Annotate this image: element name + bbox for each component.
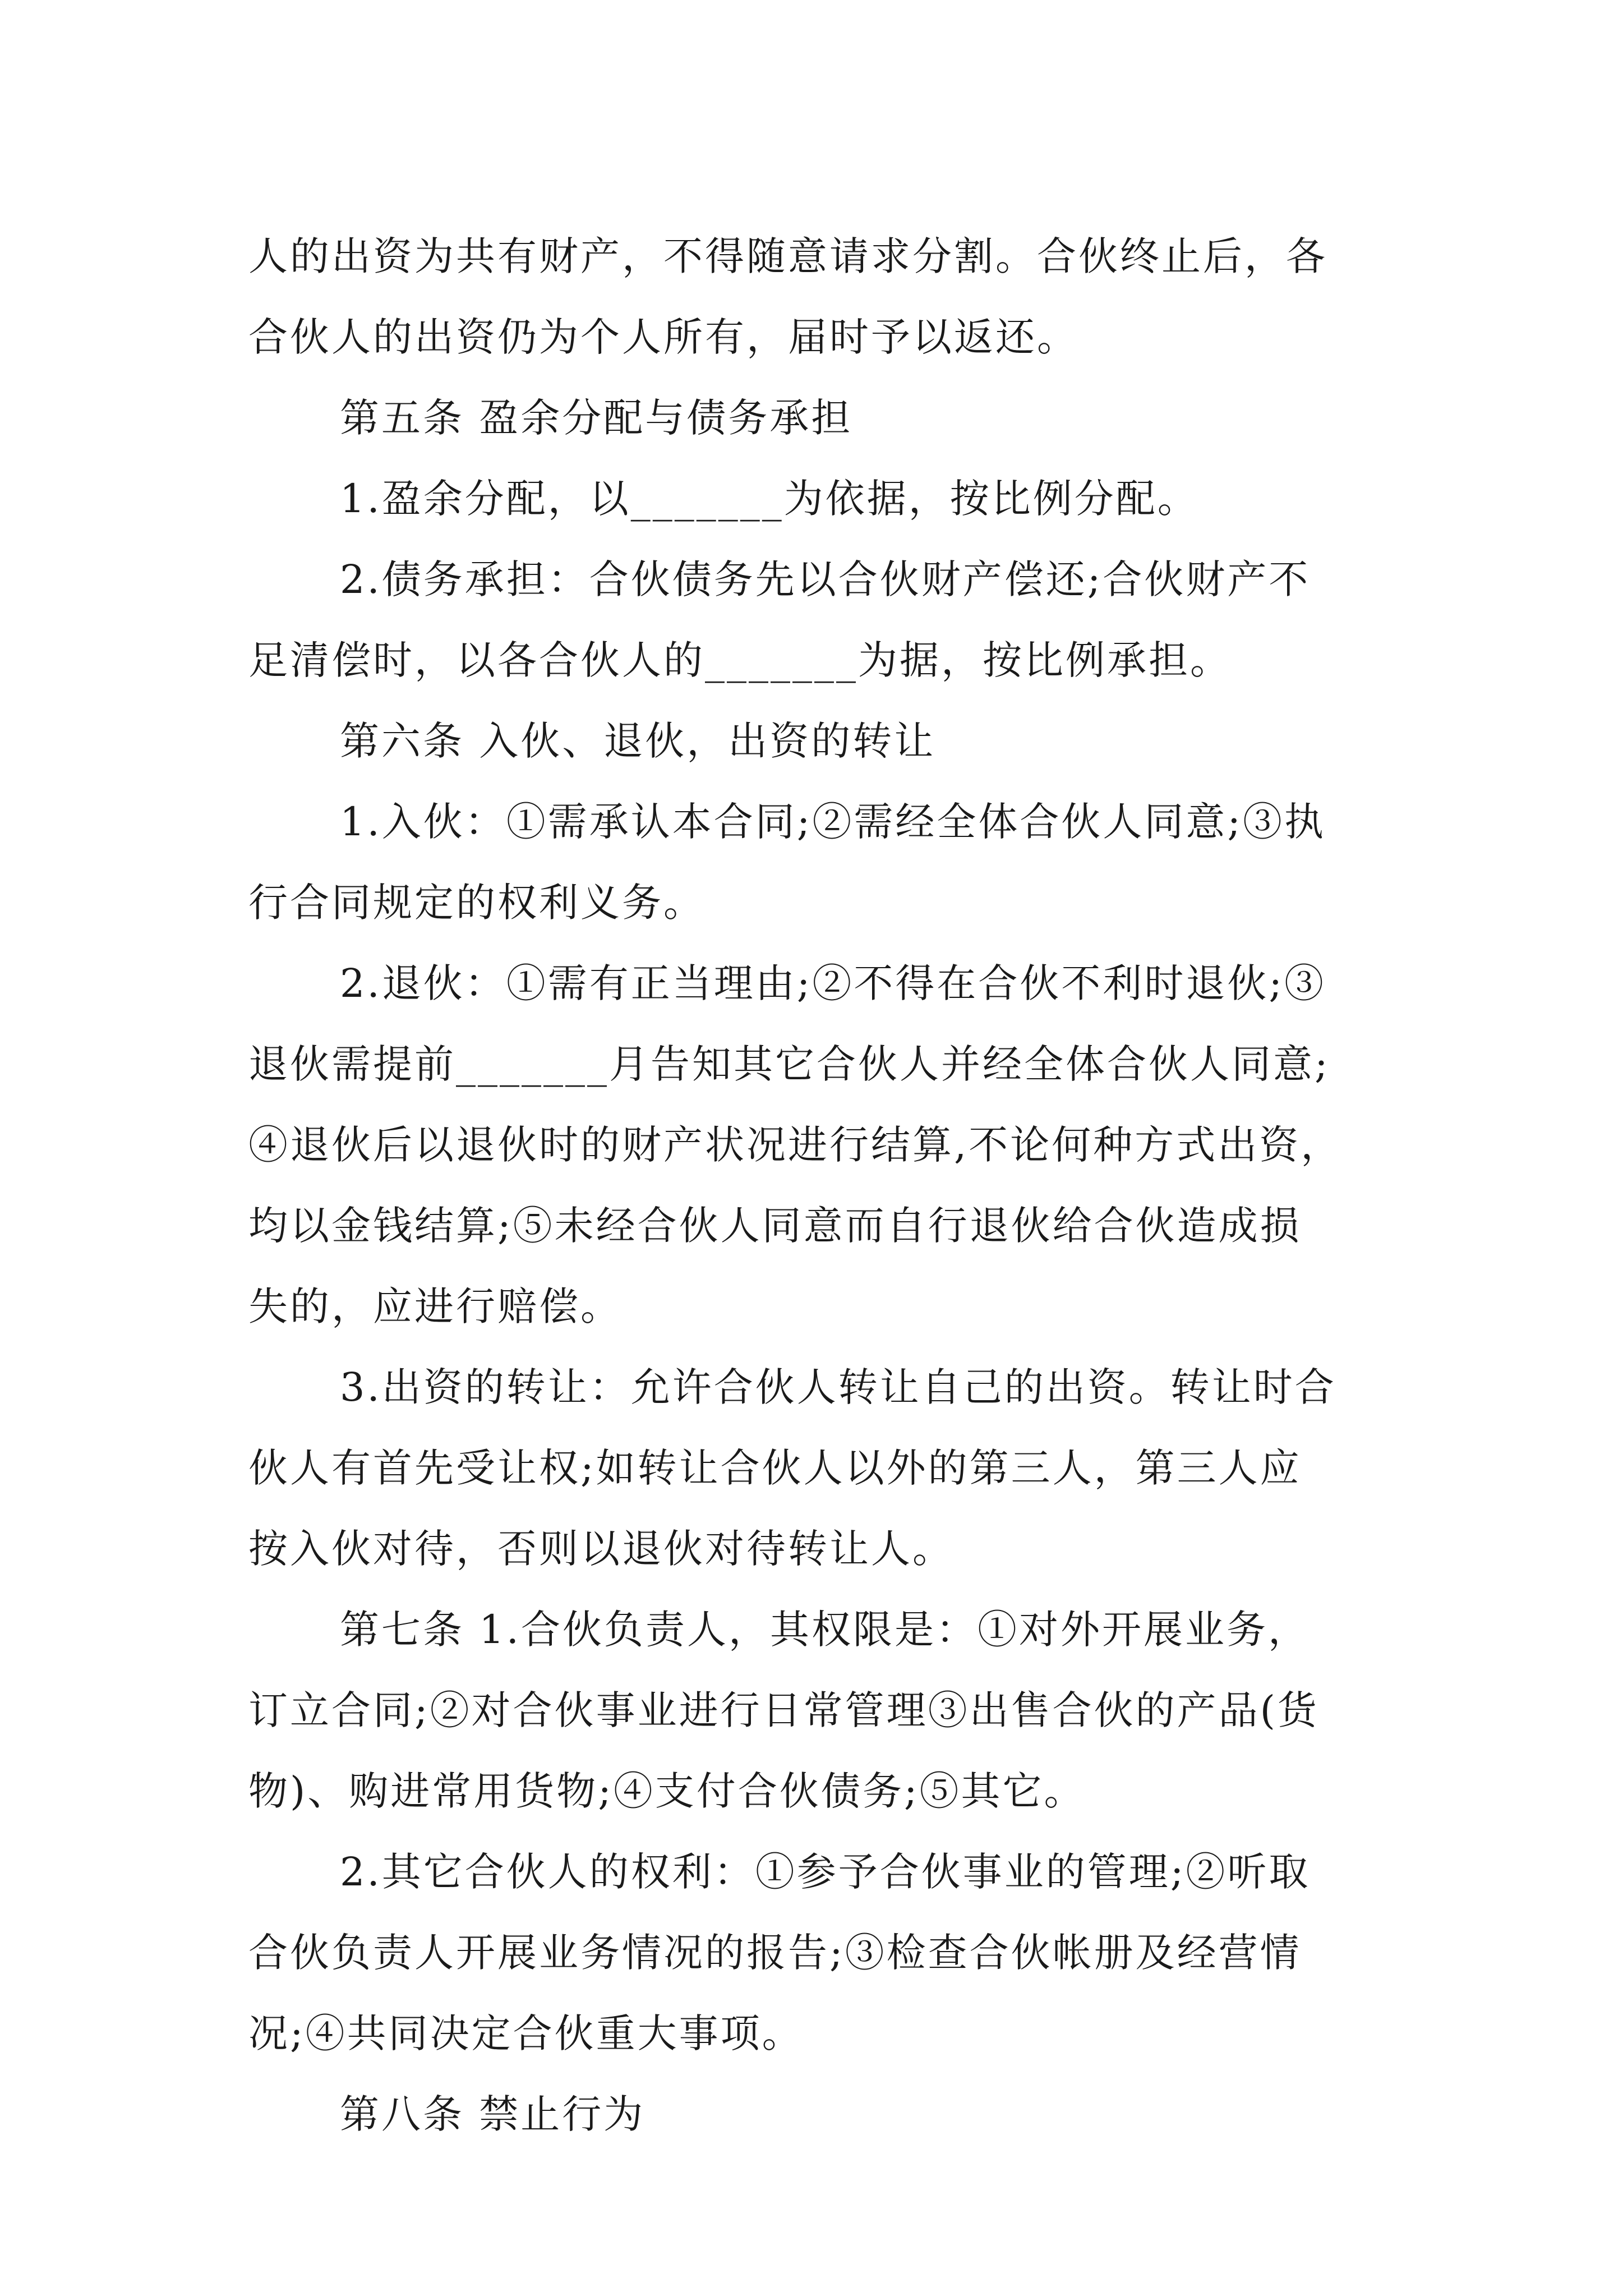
- text-line: 第七条 1.合伙负责人，其权限是：①对外开展业务，: [340, 1607, 1310, 1653]
- text-line: 1.盈余分配，以_______为依据，按比例分配。: [340, 476, 1199, 522]
- text-line: 2.债务承担：合伙债务先以合伙财产偿还;合伙财产不: [340, 556, 1311, 602]
- text-line: 第五条 盈余分配与债务承担: [340, 395, 853, 441]
- text-line: 均以金钱结算;⑤未经合伙人同意而自行退伙给合伙造成损: [248, 1203, 1302, 1249]
- text-line: 1.入伙：①需承认本合同;②需经全体合伙人同意;③执: [340, 799, 1326, 845]
- text-line: 合伙人的出资仍为个人所有，届时予以返还。: [248, 314, 1078, 360]
- text-line: 第六条 入伙、退伙，出资的转让: [340, 718, 936, 764]
- text-line: 2.其它合伙人的权利：①参予合伙事业的管理;②听取: [340, 1849, 1311, 1895]
- text-line: 人的出资为共有财产，不得随意请求分割。合伙终止后，各: [248, 233, 1327, 279]
- text-line: 况;④共同决定合伙重大事项。: [248, 2010, 804, 2056]
- text-line: 伙人有首先受让权;如转让合伙人以外的第三人，第三人应: [248, 1445, 1302, 1491]
- text-line: 2.退伙：①需有正当理由;②不得在合伙不利时退伙;③: [340, 960, 1326, 1006]
- text-line: 行合同规定的权利义务。: [248, 880, 705, 926]
- text-line: 按入伙对待，否则以退伙对待转让人。: [248, 1526, 954, 1572]
- text-line: 合伙负责人开展业务情况的报告;③检查合伙帐册及经营情: [248, 1930, 1302, 1976]
- text-line: 失的，应进行赔偿。: [248, 1283, 622, 1329]
- text-line: 物)、购进常用货物;④支付合伙债务;⑤其它。: [248, 1768, 1086, 1814]
- text-line: 第八条 禁止行为: [340, 2091, 645, 2137]
- text-line: 3.出资的转让：允许合伙人转让自己的出资。转让时合: [340, 1364, 1336, 1410]
- text-line: 退伙需提前_______月告知其它合伙人并经全体合伙人同意;: [248, 1041, 1330, 1087]
- document-body: [248, 216, 1393, 2155]
- text-line: 足清偿时，以各合伙人的_______为据，按比例承担。: [248, 637, 1232, 683]
- text-line: 订立合同;②对合伙事业进行日常管理③出售合伙的产品(货: [248, 1687, 1319, 1733]
- text-line: ④退伙后以退伙时的财产状况进行结算,不论何种方式出资，: [248, 1122, 1343, 1168]
